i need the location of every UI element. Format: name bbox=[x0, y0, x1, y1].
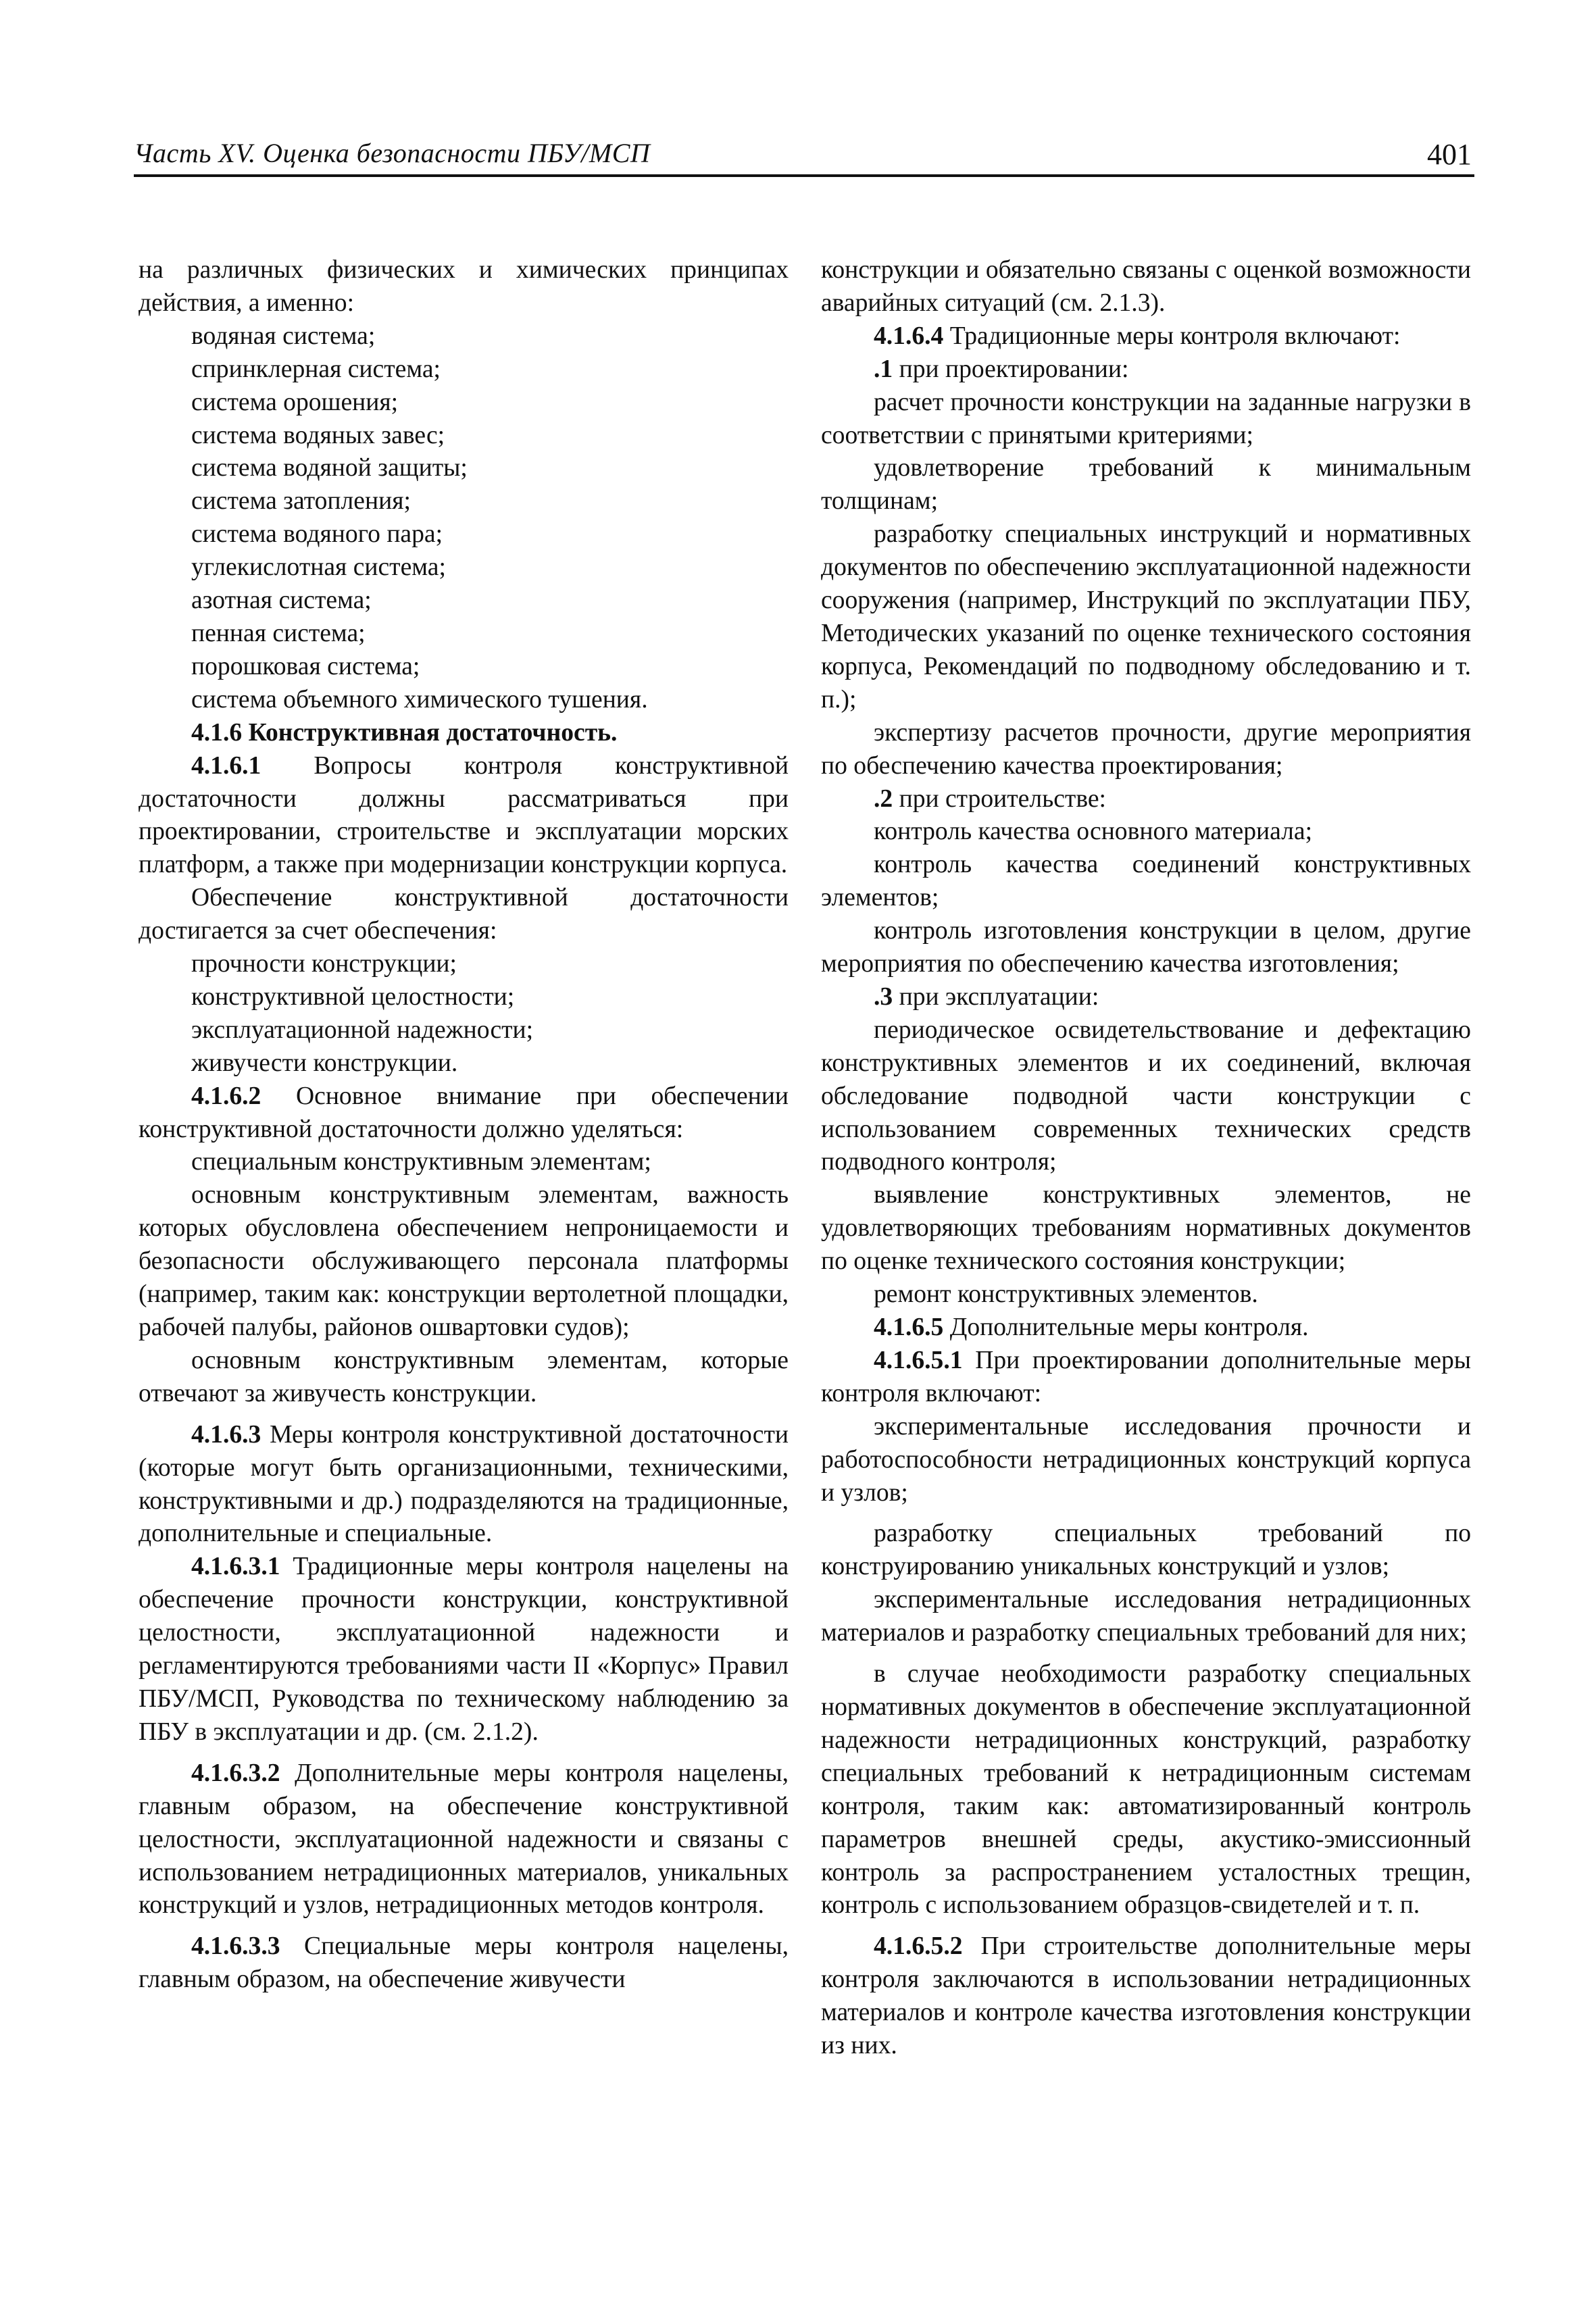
list-item: пенная система; bbox=[191, 619, 366, 647]
paragraph: Обеспечение конструктивной достаточности достигается за счет обеспечения: bbox=[139, 884, 789, 945]
clause-number: 4.1.6.4 bbox=[874, 322, 944, 350]
list-item: контроль качества соединений конструктивных элементов; bbox=[821, 851, 1471, 912]
list-item: прочности конструкции; bbox=[191, 950, 457, 978]
paragraph: 4.1.6.2 Основное внимание при обеспечении конструктивной достаточности должно уделяться: bbox=[139, 1082, 789, 1143]
list-item: расчет прочности конструкции на заданные нагрузки в соответствии с принятыми критериями; bbox=[821, 388, 1471, 449]
clause-number: 4.1.6.3 bbox=[191, 1420, 261, 1449]
list-item: специальным конструктивным элементам; bbox=[191, 1148, 651, 1176]
list-item: ремонт конструктивных элементов. bbox=[874, 1280, 1258, 1309]
list-item: основным конструктивным элементам, важность которых обусловлена обеспечением непроницаемости и безопасности обслуживающего персонала платформы (например, таким как: конструкции вертолетной площадки, рабочей палубы, районов ошвартовки судов); bbox=[139, 1181, 789, 1341]
list-item: контроль изготовления конструкции в целом, другие мероприятия по обеспечению качества изготовления; bbox=[821, 917, 1471, 978]
clause-number: 4.1.6.3.3 bbox=[191, 1932, 280, 1961]
item-number: .1 bbox=[874, 355, 893, 383]
list-item: живучести конструкции. bbox=[191, 1049, 458, 1077]
list-item: водяная система; bbox=[191, 322, 376, 350]
clause-number: 4.1.6.1 bbox=[191, 751, 261, 780]
list-item: экспериментальные исследования прочности и работоспособности нетрадиционных конструкций корпуса и узлов; bbox=[821, 1412, 1471, 1507]
paragraph: 4.1.6.5.1 При проектировании дополнительные меры контроля включают: bbox=[821, 1346, 1471, 1407]
page-number: 401 bbox=[1427, 138, 1472, 171]
paragraph: 4.1.6.5 Дополнительные меры контроля. bbox=[874, 1313, 1309, 1341]
list-item: система водяных завес; bbox=[191, 421, 445, 449]
list-item: углекислотная система; bbox=[191, 553, 446, 582]
paragraph: 4.1.6.4 Традиционные меры контроля включают: bbox=[874, 322, 1401, 350]
clause-number: 4.1.6.3.1 bbox=[191, 1553, 280, 1581]
list-item: конструктивной целостности; bbox=[191, 982, 515, 1011]
list-item: .2 при строительстве: bbox=[874, 784, 1106, 813]
list-item: выявление конструктивных элементов, не удовлетворяющих требованиям нормативных документов по оценке технического состояния конструкции; bbox=[821, 1181, 1471, 1276]
list-item: система объемного химического тушения. bbox=[191, 685, 648, 713]
header-title: Часть XV. Оценка безопасности ПБУ/МСП bbox=[134, 138, 651, 168]
running-header bbox=[134, 132, 1474, 177]
list-item: эксплуатационной надежности; bbox=[191, 1016, 534, 1044]
paragraph: 4.1.6.3.3 Специальные меры контроля нацелены, главным образом, на обеспечение живучести bbox=[139, 1932, 789, 1994]
right-column bbox=[821, 254, 1471, 2063]
paragraph: 4.1.6.3 Меры контроля конструктивной достаточности (которые могут быть организационными, техническими, конструктивными и др.) подразделяются на традиционные, дополнительные и специальные. bbox=[139, 1420, 789, 1548]
item-number: .3 bbox=[874, 982, 893, 1011]
list-item: система водяной защиты; bbox=[191, 454, 468, 482]
clause-number: 4.1.6.3.2 bbox=[191, 1759, 280, 1787]
section-heading: 4.1.6 Конструктивная достаточность. bbox=[191, 718, 618, 747]
paragraph: 4.1.6.5.2 При строительстве дополнительные меры контроля заключаются в использовании нетрадиционных материалов и контроле качества изготовления конструкции из них. bbox=[821, 1932, 1471, 2060]
list-item: спринклерная система; bbox=[191, 355, 441, 383]
list-item: периодическое освидетельствование и дефектацию конструктивных элементов и их соединений, включая обследование подводной части конструкции с использованием современных технических средств подводного контроля; bbox=[821, 1016, 1471, 1176]
clause-number: 4.1.6.5.2 bbox=[874, 1932, 963, 1961]
list-item: система затопления; bbox=[191, 487, 411, 516]
paragraph: 4.1.6.1 Вопросы контроля конструктивной достаточности должны рассматриваться при проектировании, строительстве и эксплуатации морских платформ, а также при модернизации конструкции корпуса. bbox=[139, 751, 789, 879]
list-item: система орошения; bbox=[191, 388, 399, 416]
clause-number: 4.1.6.5 bbox=[874, 1313, 944, 1341]
list-item: .1 при проектировании: bbox=[874, 355, 1129, 383]
list-item: .3 при эксплуатации: bbox=[874, 982, 1099, 1011]
paragraph: на различных физических и химических принципах действия, а именно: bbox=[139, 256, 789, 317]
list-item: система водяного пара; bbox=[191, 520, 443, 549]
list-item: азотная система; bbox=[191, 586, 372, 615]
list-item: порошковая система; bbox=[191, 652, 420, 680]
paragraph: 4.1.6.3.2 Дополнительные меры контроля нацелены, главным образом, на обеспечение конструктивной целостности, эксплуатационной надежности и связаны с использованием нетрадиционных материалов, уникальных конструкций и узлов, нетрадиционных методов контроля. bbox=[139, 1759, 789, 1920]
list-item: контроль качества основного материала; bbox=[874, 818, 1313, 846]
paragraph: конструкции и обязательно связаны с оценкой возможности аварийных ситуаций (см. 2.1.3). bbox=[821, 256, 1471, 317]
list-item: удовлетворение требований к минимальным толщинам; bbox=[821, 454, 1471, 516]
clause-number: 4.1.6.2 bbox=[191, 1082, 261, 1110]
list-item: основным конструктивным элементам, которые отвечают за живучесть конструкции. bbox=[139, 1346, 789, 1407]
list-item: в случае необходимости разработку специальных нормативных документов в обеспечение эксплуатационной надежности нетрадиционных конструкций, разработку специальных требований к нетрадиционным системам контроля, таким как: автоматизированный контроль параметров внешней среды, акустико-эмиссионный контроль за распространением усталостных трещин, контроль с использованием образцов-свидетелей и т. п. bbox=[821, 1660, 1471, 1920]
paragraph: 4.1.6.3.1 Традиционные меры контроля нацелены на обеспечение прочности конструкции, конструктивной целостности, эксплуатационной надежности и регламентируются требованиями части II «Корпус» Правил ПБУ/МСП, Руководства по техническому наблюдению за ПБУ в эксплуатации и др. (см. 2.1.2). bbox=[139, 1553, 789, 1746]
list-item: экспертизу расчетов прочности, другие мероприятия по обеспечению качества проектирования; bbox=[821, 718, 1471, 780]
list-item: разработку специальных требований по конструированию уникальных конструкций и узлов; bbox=[821, 1520, 1471, 1581]
left-column bbox=[139, 254, 789, 1997]
list-item: разработку специальных инструкций и нормативных документов по обеспечению эксплуатационной надежности сооружения (например, Инструкций по эксплуатации ПБУ, Методических указаний по оценке технического состояния корпуса, Рекомендаций по подводному обследованию и т. п.); bbox=[821, 520, 1471, 713]
item-number: .2 bbox=[874, 784, 893, 813]
clause-number: 4.1.6.5.1 bbox=[874, 1346, 963, 1374]
list-item: экспериментальные исследования нетрадиционных материалов и разработку специальных требований для них; bbox=[821, 1586, 1471, 1647]
